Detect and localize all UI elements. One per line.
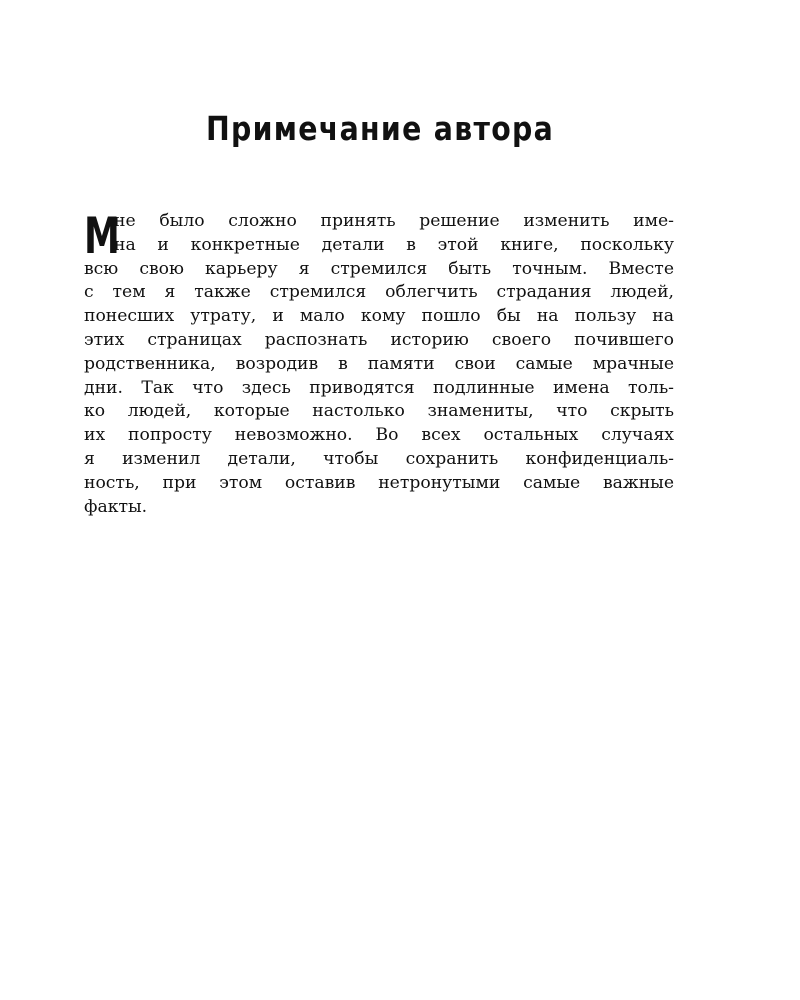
page-title: Примечание автора [205,109,555,148]
text-line: этих страницах распознать историю своего почившего [84,329,674,350]
drop-cap: М [84,207,120,265]
text-line: на и конкретные детали в этой книге, поскольку [114,234,674,255]
text-line: дни. Так что здесь приводятся подлинные имена толь- [84,377,674,398]
text-line: ко людей, которые настолько знамениты, что скрыть [84,401,674,422]
text-line: всю свою карьеру я стремился быть точным. Вместе [84,258,674,279]
text-line: с тем я также стремился облегчить страдания людей, [84,282,674,303]
text-line: не было сложно принять решение изменить име- [114,211,674,231]
text-line: ность, при этом оставив нетронутыми самые важные [84,472,674,493]
text-line: я изменил детали, чтобы сохранить конфиденциаль- [84,448,674,469]
text-line: родственника, возродив в памяти свои самые мрачные [84,353,674,374]
text-line: понесших утрату, и мало кому пошло бы на пользу на [84,306,674,327]
text-line: факты. [84,496,148,517]
body-paragraph [84,207,674,519]
text-line: их попросту невозможно. Во всех остальных случаях [84,425,674,446]
